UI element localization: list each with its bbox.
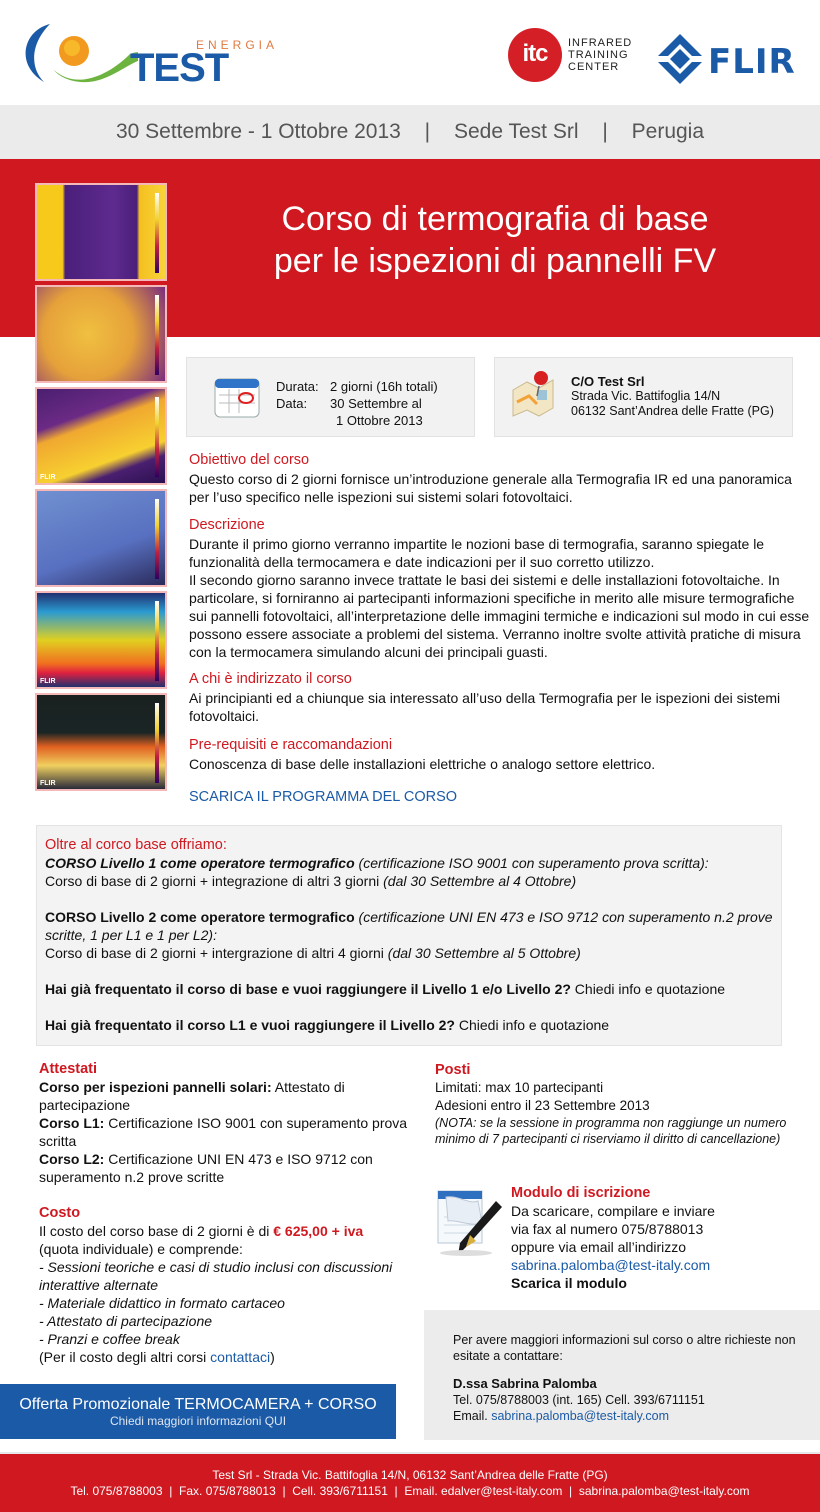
level1-title: CORSO Livello 1 come operatore termografico xyxy=(45,855,355,871)
test-energia-logo[interactable] xyxy=(18,20,278,90)
certificate-label: Corso per ispezioni pannelli solari: xyxy=(39,1079,272,1095)
certificates-section xyxy=(39,1060,414,1186)
cost-item: - Sessioni teoriche e casi di studio inclusi con discussioni interattive alternate xyxy=(39,1259,393,1293)
date-label: Data: xyxy=(276,396,308,411)
registration-deadline: Adesioni entro il 23 Settembre 2013 xyxy=(435,1098,650,1113)
location-box xyxy=(494,357,793,437)
thermal-image xyxy=(35,285,167,383)
flir-watermark: FLIR xyxy=(40,474,56,481)
additional-courses-box xyxy=(36,825,782,1046)
duration-box xyxy=(186,357,475,437)
header xyxy=(0,0,820,105)
color-scale xyxy=(155,703,159,783)
level2-course xyxy=(45,908,773,962)
section-title: Descrizione xyxy=(189,517,265,533)
contact-phones: Tel. 075/8788003 (int. 165) Cell. 393/6711151 xyxy=(453,1393,705,1407)
location-name: C/O Test Srl xyxy=(571,374,645,389)
seats-note: (NOTA: se la sessione in programma non raggiunge un numero minimo di 7 partecipanti ci riserviamo il diritto di cancellazione) xyxy=(435,1116,787,1146)
email-label: Email. xyxy=(404,1484,438,1498)
certificate-text: Certificazione UNI EN 473 e ISO 9712 con superamento n.2 prove scritte xyxy=(39,1151,373,1185)
flir-watermark: FLIR xyxy=(40,678,56,685)
color-scale xyxy=(155,601,159,681)
section-title: Pre-requisiti e raccomandazioni xyxy=(189,737,393,753)
separator: | xyxy=(169,1484,173,1498)
promo-offer-button[interactable] xyxy=(0,1384,396,1439)
upgrade-question xyxy=(45,980,773,998)
cost-intro2: (quota individuale) e comprende: xyxy=(39,1241,243,1257)
duration-details xyxy=(276,378,438,429)
section-description xyxy=(189,516,814,661)
cost-intro xyxy=(39,1222,414,1240)
ask-info-link[interactable]: Chiedi info e quotazione xyxy=(574,981,726,997)
level1-note: (certificazione ISO 9001 con superamento prova scritta): xyxy=(358,855,709,871)
flir-logo[interactable] xyxy=(656,32,811,86)
certificate-text: Attestato di partecipazione xyxy=(39,1079,345,1113)
date-value: 1 Ottobre 2013 xyxy=(336,413,423,428)
flir-watermark: FLIR xyxy=(40,780,56,787)
section-text: Il secondo giorno saranno invece trattate le basi dei sistemi e delle installazioni fotovoltaiche. In particolare, si forniranno ai partecipanti informazioni specifiche in merito alle misure termografiche sui pannelli fotovoltaici, all’interpretazione delle immagini termiche e indicazioni sul modo in cui esse possono essere associate a problemi del sistema. Verranno inoltre svolte attività pratiche di misura con la termocamera simulando alcuni dei principali guasti. xyxy=(189,572,810,660)
color-scale xyxy=(155,397,159,477)
flir-text: FLIR xyxy=(708,42,796,82)
section-text: Conoscenza di base delle installazioni elettriche o analogo settore elettrico. xyxy=(189,756,656,772)
price: € 625,00 + iva xyxy=(273,1223,364,1239)
course-title-line: per le ispezioni di pannelli FV xyxy=(273,242,717,280)
level1-dates: (dal 30 Settembre al 4 Ottobre) xyxy=(383,873,577,889)
form-instructions: Da scaricare, compilare e inviare xyxy=(511,1203,715,1219)
separator: | xyxy=(569,1484,573,1498)
promo-title: Offerta Promozionale TERMOCAMERA + CORSO xyxy=(19,1396,377,1413)
event-venue: Sede Test Srl xyxy=(453,120,579,143)
contact-email-link[interactable]: sabrina.palomba@test-italy.com xyxy=(491,1409,670,1423)
thermal-image xyxy=(35,183,167,281)
certificate-item xyxy=(39,1150,414,1186)
course-title xyxy=(190,198,800,282)
registration-form-section xyxy=(511,1184,811,1292)
contact-email-row xyxy=(453,1408,820,1424)
course-title-line: Corso di termografia di base xyxy=(281,200,709,238)
question-text: Hai già frequentato il corso L1 e vuoi raggiungere il Livello 2? xyxy=(45,1017,455,1033)
other-costs-text: (Per il costo degli altri corsi xyxy=(39,1349,207,1365)
level2-desc: Corso di base di 2 giorni + intergrazione di altri 4 giorni xyxy=(45,945,384,961)
color-scale xyxy=(155,295,159,375)
thermal-image-gallery xyxy=(35,183,169,795)
event-city: Perugia xyxy=(631,120,705,143)
question-text: Hai già frequentato il corso di base e vuoi raggiungere il Livello 1 e/o Livello 2? xyxy=(45,981,571,997)
thermal-image xyxy=(35,489,167,587)
cost-item: - Pranzi e coffee break xyxy=(39,1331,180,1347)
itc-mark: itc xyxy=(508,28,562,82)
level2-title: CORSO Livello 2 come operatore termografico xyxy=(45,909,355,925)
certificate-label: Corso L2: xyxy=(39,1151,105,1167)
contact-box xyxy=(424,1310,820,1440)
thermal-image xyxy=(35,693,167,791)
section-text: Questo corso di 2 giorni fornisce un’introduzione generale alla Termografia IR ed una panoramica per l’uso specifico nelle ispezioni sui sistemi solari fotovoltaici. xyxy=(189,471,792,505)
cost-item: - Attestato di partecipazione xyxy=(39,1313,213,1329)
level2-dates: (dal 30 Settembre al 5 Ottobre) xyxy=(387,945,581,961)
certificate-text: Certificazione ISO 9001 con superamento prova scritta xyxy=(39,1115,408,1149)
section-title: Attestati xyxy=(39,1061,98,1077)
email-label: Email. xyxy=(453,1409,488,1423)
level1-desc: Corso di base di 2 giorni + integrazione di altri 3 giorni xyxy=(45,873,380,889)
section-title: Posti xyxy=(435,1062,471,1078)
seats-section xyxy=(435,1061,815,1147)
location-address xyxy=(571,374,774,419)
sun-swoosh-icon xyxy=(18,20,138,90)
registration-form-icon xyxy=(430,1183,502,1263)
thermal-image xyxy=(35,387,167,485)
footer xyxy=(0,1452,820,1512)
color-scale xyxy=(155,193,159,273)
footer-contacts xyxy=(0,1483,820,1499)
level1-course xyxy=(45,854,773,890)
location-street: Strada Vic. Battifoglia 14/N xyxy=(571,389,721,403)
level2-note: (certificazione UNI EN 473 e ISO 9712 con superamento n.2 prove scritte, 1 per L1 e 1 per L2): xyxy=(45,909,773,943)
section-title: Costo xyxy=(39,1205,81,1221)
separator: | xyxy=(282,1484,286,1498)
form-instructions: oppure via email all’indirizzo xyxy=(511,1239,687,1255)
section-objective xyxy=(189,451,814,506)
logo-test-text: TEST xyxy=(130,46,229,90)
upgrade-question xyxy=(45,1016,773,1034)
cost-section xyxy=(39,1204,414,1366)
location-city: 06132 Sant’Andrea delle Fratte (PG) xyxy=(571,404,774,418)
thermal-image xyxy=(35,591,167,689)
section-title: Modulo di iscrizione xyxy=(511,1185,651,1201)
logo-energia-text: ENERGIA xyxy=(196,38,279,52)
map-pin-icon xyxy=(507,368,559,420)
section-text: Durante il primo giorno verranno impartite le nozioni base di termografia, saranno spiegate le funzionalità della termocamera e date indicazioni per il suo corretto utilizzo. xyxy=(189,536,765,570)
separator: | xyxy=(424,120,431,143)
certificate-item xyxy=(39,1114,414,1150)
itc-line: INFRARED xyxy=(568,37,633,49)
contact-link[interactable]: contattaci xyxy=(210,1349,271,1365)
footer-cell: Cell. 393/6711151 xyxy=(292,1484,388,1498)
calendar-icon xyxy=(213,375,261,421)
promo-subtitle: Chiedi maggiori informazioni QUI xyxy=(109,1414,287,1428)
duration-value: 2 giorni (16h totali) xyxy=(330,379,438,394)
separator: | xyxy=(394,1484,398,1498)
certificate-item xyxy=(39,1078,414,1114)
footer-fax: Fax. 075/8788013 xyxy=(179,1484,276,1498)
event-info-band xyxy=(0,105,820,159)
color-scale xyxy=(155,499,159,579)
contact-name: D.ssa Sabrina Palomba xyxy=(453,1376,597,1391)
itc-logo[interactable] xyxy=(508,28,648,84)
other-costs xyxy=(39,1348,414,1366)
itc-line: CENTER xyxy=(568,61,620,73)
separator: | xyxy=(602,120,608,143)
flir-diamond-icon xyxy=(656,32,706,86)
footer-tel: Tel. 075/8788003 xyxy=(70,1484,163,1498)
ask-info-link[interactable]: Chiedi info e quotazione xyxy=(458,1017,610,1033)
footer-email-link[interactable]: edalver@test-italy.com xyxy=(441,1484,563,1498)
footer-email-link[interactable]: sabrina.palomba@test-italy.com xyxy=(578,1484,750,1498)
certificate-label: Corso L1: xyxy=(39,1115,105,1131)
download-program-link[interactable]: SCARICA IL PROGRAMMA DEL CORSO xyxy=(189,789,458,805)
event-date: 30 Settembre - 1 Ottobre 2013 xyxy=(115,120,401,143)
footer-address: Test Srl - Strada Vic. Battifoglia 14/N, 06132 Sant’Andrea delle Fratte (PG) xyxy=(212,1468,608,1482)
itc-text xyxy=(568,37,632,73)
offer-title: Oltre al corco base offriamo: xyxy=(45,837,227,853)
contact-intro: Per avere maggiori informazioni sul corso o altre richieste non esitate a contattare: xyxy=(453,1333,796,1363)
section-title: A chi è indirizzato il corso xyxy=(189,671,352,687)
duration-label: Durata: xyxy=(276,379,319,394)
download-form-link[interactable]: Scarica il modulo xyxy=(511,1275,627,1291)
section-prerequisites xyxy=(189,736,814,773)
other-costs-text: ) xyxy=(270,1349,275,1365)
cost-item: - Materiale didattico in formato cartaceo xyxy=(39,1295,285,1311)
section-text: Ai principianti ed a chiunque sia interessato all’uso della Termografia per le ispezioni dei sistemi fotovoltaici. xyxy=(189,690,781,724)
section-audience xyxy=(189,670,814,725)
seats-limit: Limitati: max 10 partecipanti xyxy=(435,1080,604,1095)
form-instructions: via fax al numero 075/8788013 xyxy=(511,1221,704,1237)
cost-text: Il costo del corso base di 2 giorni è di xyxy=(39,1223,270,1239)
section-title: Obiettivo del corso xyxy=(189,452,310,468)
registration-email-link[interactable]: sabrina.palomba@test-italy.com xyxy=(511,1257,711,1273)
itc-line: TRAINING xyxy=(568,49,629,61)
date-value: 30 Settembre al xyxy=(330,396,422,411)
